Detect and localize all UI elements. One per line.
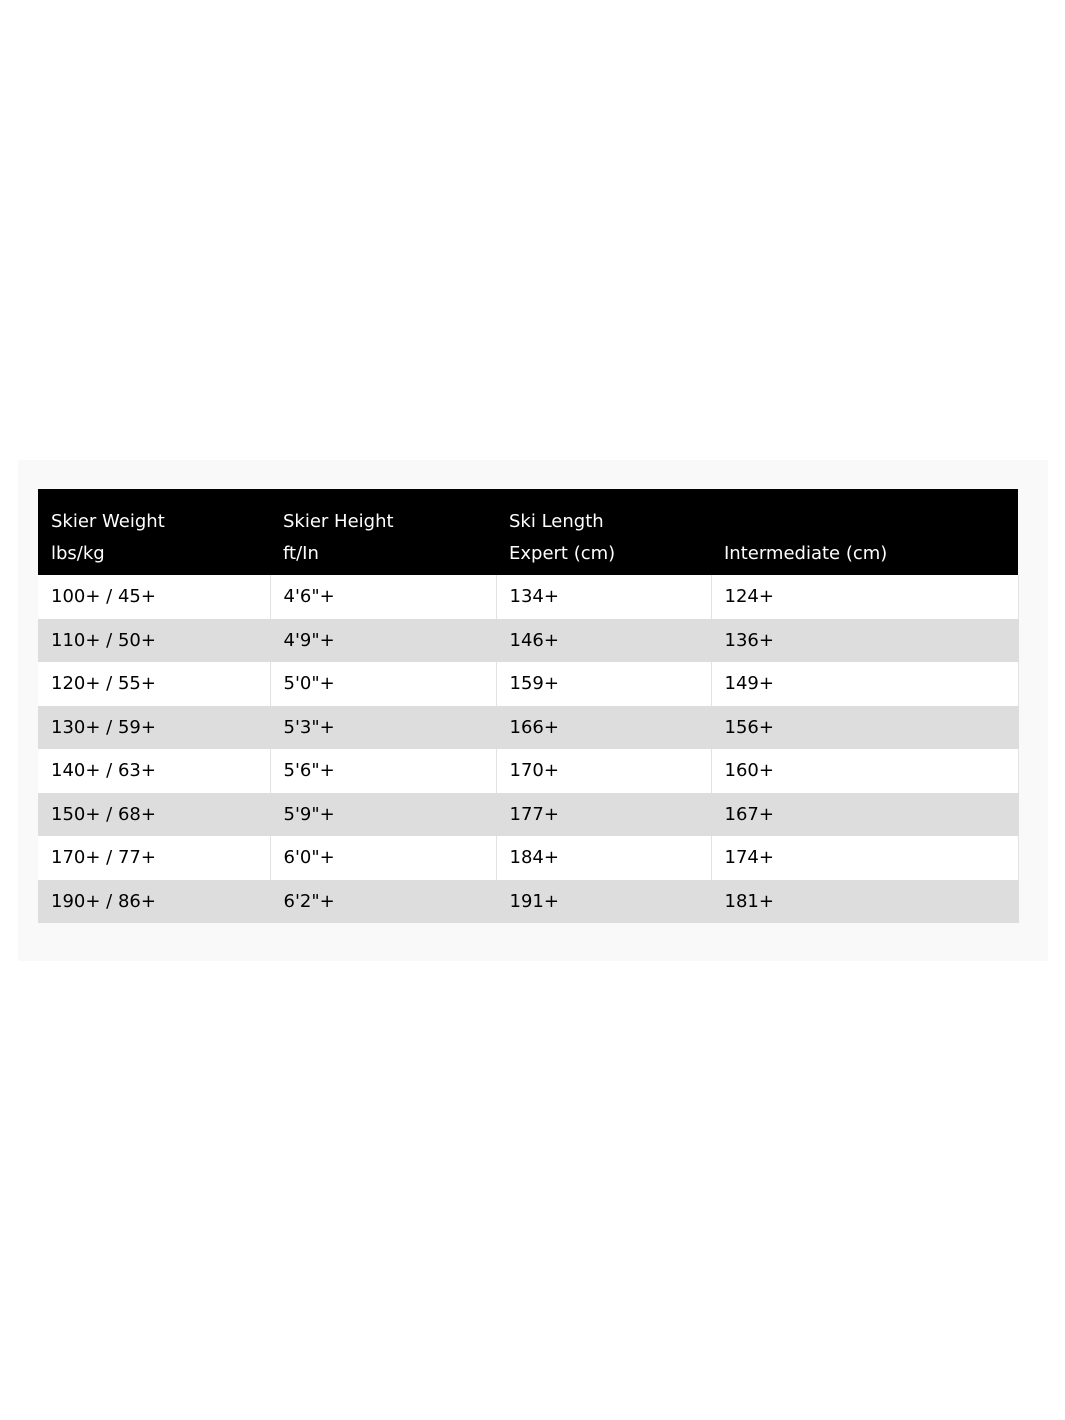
cell-weight: 170+ / 77+ bbox=[38, 836, 270, 880]
cell-height: 4'9"+ bbox=[270, 619, 496, 663]
cell-expert-length: 134+ bbox=[496, 575, 711, 619]
header-unit-weight: lbs/kg bbox=[51, 543, 105, 564]
cell-expert-length: 159+ bbox=[496, 662, 711, 706]
header-empty bbox=[711, 489, 1018, 532]
cell-intermediate-length: 160+ bbox=[711, 749, 1018, 793]
header-ski-length: Ski Length bbox=[509, 511, 604, 532]
table-row bbox=[38, 575, 1018, 619]
cell-weight: 140+ / 63+ bbox=[38, 749, 270, 793]
header-unit-height: ft/In bbox=[283, 543, 319, 564]
cell-expert-length: 146+ bbox=[496, 619, 711, 663]
table-row bbox=[38, 880, 1018, 924]
cell-height: 6'0"+ bbox=[270, 836, 496, 880]
cell-expert-length: 184+ bbox=[496, 836, 711, 880]
cell-height: 5'6"+ bbox=[270, 749, 496, 793]
header-intermediate-length: Intermediate (cm) bbox=[724, 543, 888, 564]
cell-intermediate-length: 156+ bbox=[711, 706, 1018, 750]
table-row bbox=[38, 749, 1018, 793]
header-skier-weight: Skier Weight bbox=[51, 511, 165, 532]
table-row bbox=[38, 793, 1018, 837]
table-row bbox=[38, 662, 1018, 706]
cell-expert-length: 177+ bbox=[496, 793, 711, 837]
cell-intermediate-length: 136+ bbox=[711, 619, 1018, 663]
header-row-sub bbox=[38, 532, 1018, 575]
cell-weight: 120+ / 55+ bbox=[38, 662, 270, 706]
table-row bbox=[38, 836, 1018, 880]
cell-expert-length: 170+ bbox=[496, 749, 711, 793]
cell-height: 6'2"+ bbox=[270, 880, 496, 924]
cell-weight: 150+ / 68+ bbox=[38, 793, 270, 837]
cell-expert-length: 166+ bbox=[496, 706, 711, 750]
cell-height: 4'6"+ bbox=[270, 575, 496, 619]
cell-height: 5'0"+ bbox=[270, 662, 496, 706]
table-header bbox=[38, 489, 1018, 575]
cell-intermediate-length: 181+ bbox=[711, 880, 1018, 924]
cell-intermediate-length: 149+ bbox=[711, 662, 1018, 706]
cell-height: 5'3"+ bbox=[270, 706, 496, 750]
cell-intermediate-length: 124+ bbox=[711, 575, 1018, 619]
header-row-top bbox=[38, 489, 1018, 532]
header-expert-length: Expert (cm) bbox=[509, 543, 616, 564]
cell-height: 5'9"+ bbox=[270, 793, 496, 837]
cell-expert-length: 191+ bbox=[496, 880, 711, 924]
cell-weight: 130+ / 59+ bbox=[38, 706, 270, 750]
header-skier-height: Skier Height bbox=[283, 511, 394, 532]
cell-weight: 190+ / 86+ bbox=[38, 880, 270, 924]
cell-weight: 100+ / 45+ bbox=[38, 575, 270, 619]
cell-intermediate-length: 174+ bbox=[711, 836, 1018, 880]
cell-intermediate-length: 167+ bbox=[711, 793, 1018, 837]
table-row bbox=[38, 619, 1018, 663]
size-chart-panel bbox=[18, 460, 1048, 961]
ski-size-table bbox=[38, 489, 1019, 923]
cell-weight: 110+ / 50+ bbox=[38, 619, 270, 663]
table-row bbox=[38, 706, 1018, 750]
table-body bbox=[38, 575, 1018, 923]
